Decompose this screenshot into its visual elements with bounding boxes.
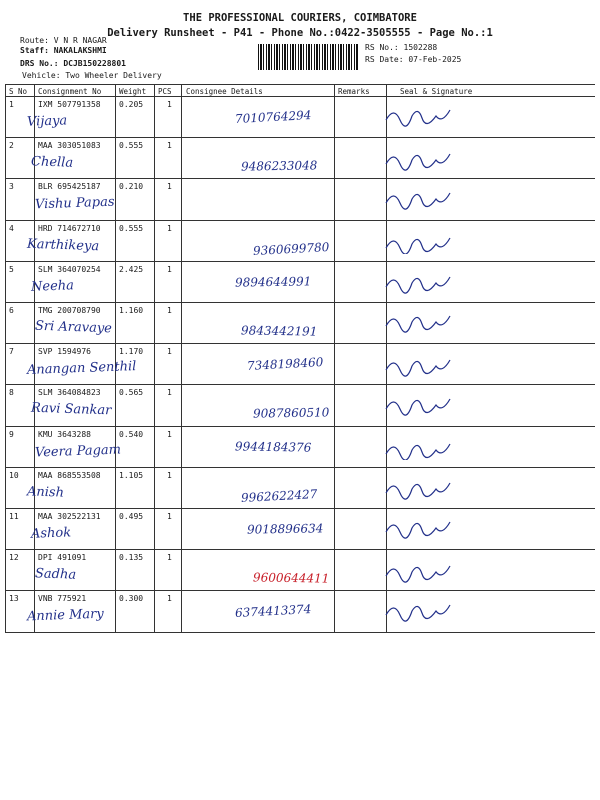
col-sno: S No [9,87,28,96]
row-weight: 0.540 [119,429,144,439]
route-label: Route: V N R NAGAR [20,36,107,45]
row-weight: 1.105 [119,470,144,480]
col-consignment: Consignment No [38,87,102,96]
phone-handwriting: 7010764294 [234,108,312,126]
consignee-handwriting: Ravi Sankar [30,400,112,419]
row-consignment-no: DPI 491091 [38,553,87,563]
col-weight: Weight [119,87,147,96]
row-weight: 0.210 [119,182,144,192]
consignee-handwriting: Vijaya [26,113,68,130]
row-pcs: 1 [167,182,172,192]
row-weight: 0.565 [119,388,144,398]
rs-date: RS Date: 07-Feb-2025 [365,55,462,64]
consignee-handwriting: Vishu Papas [34,195,115,213]
signature-scribble [383,434,453,460]
row-sno: 7 [9,347,14,357]
row-weight: 0.205 [119,100,144,109]
signature-scribble [383,310,453,336]
row-pcs: 1 [167,553,172,563]
col-pcs: PCS [158,87,172,96]
row-sno: 13 [9,594,19,604]
phone-handwriting: 9962622427 [240,486,318,505]
row-sno: 10 [9,470,19,480]
barcode [258,44,358,70]
table-row [5,137,595,178]
table-row [5,178,595,219]
row-pcs: 1 [167,470,172,480]
row-sno: 11 [9,512,19,521]
staff-label: Staff: NAKALAKSHMI [20,46,107,55]
row-pcs: 1 [167,223,172,233]
table-row [5,302,595,343]
row-weight: 0.555 [119,223,144,233]
table-row [5,549,595,590]
drs-label: DRS No.: DCJB150228801 [20,59,126,68]
consignee-handwriting: Anangan Senthil [26,359,137,379]
row-pcs: 1 [167,306,172,315]
consignee-handwriting: Neeha [30,278,75,295]
col-remarks: Remarks [338,87,370,96]
table-row [5,343,595,384]
row-pcs: 1 [167,594,172,604]
row-pcs: 1 [167,141,172,151]
row-consignment-no: SLM 364070254 [38,264,101,274]
row-weight: 1.170 [119,347,144,357]
consignee-handwriting: Sri Aravaye [34,318,113,337]
signature-scribble [383,104,453,130]
phone-handwriting: 9894644991 [234,274,312,290]
row-sno: 12 [9,553,19,563]
rs-number: RS No.: 1502288 [365,43,438,52]
consignee-handwriting: Sadha [34,566,77,583]
phone-handwriting: 7348198460 [246,355,324,374]
phone-handwriting: 9087860510 [252,405,330,422]
row-consignment-no: HRD 714672710 [38,223,101,233]
phone-handwriting: 9600644411 [252,570,330,586]
row-sno: 6 [9,306,14,315]
table-row [5,508,595,549]
row-weight: 1.160 [119,306,144,315]
row-sno: 5 [9,264,14,274]
row-weight: 2.425 [119,264,144,274]
consignee-handwriting: Anish [26,484,65,501]
col-signature: Seal & Signature [400,87,473,96]
row-pcs: 1 [167,512,172,521]
phone-handwriting: 6374413374 [234,602,312,621]
vehicle-label: Vehicle: Two Wheeler Delivery [22,71,162,80]
company-title: THE PROFESSIONAL COURIERS, COIMBATORE [183,12,417,24]
consignee-handwriting: Karthikeya [26,236,100,254]
signature-scribble [383,598,453,624]
signature-scribble [383,145,453,171]
signature-scribble [383,516,453,542]
table-row [5,590,595,631]
row-consignment-no: MAA 868553508 [38,470,101,480]
row-consignment-no: SLM 364084823 [38,388,101,398]
consignee-handwriting: Annie Mary [26,607,104,625]
table-row [5,467,595,508]
signature-scribble [383,228,453,254]
table-row [5,96,595,137]
row-weight: 0.135 [119,553,144,563]
signature-scribble [383,269,453,295]
signature-scribble [383,392,453,418]
runsheet-table [5,84,595,632]
consignee-handwriting: Chella [30,154,74,171]
phone-handwriting: 9360699780 [252,239,330,258]
table-row [5,261,595,302]
phone-handwriting: 9486233048 [240,158,318,174]
row-consignment-no: SVP 1594976 [38,347,91,357]
phone-handwriting: 9843442191 [240,323,318,339]
phone-handwriting: 9018896634 [246,521,324,537]
row-pcs: 1 [167,100,172,109]
phone-handwriting: 9944184376 [234,438,312,455]
row-pcs: 1 [167,264,172,274]
row-consignment-no: IXM 507791358 [38,100,101,109]
runsheet-title: Delivery Runsheet - P41 - Phone No.:0422-3505555 - Page No.:1 [107,27,493,39]
col-consignee: Consignee Details [186,87,263,96]
row-pcs: 1 [167,347,172,357]
signature-scribble [383,557,453,583]
row-weight: 0.555 [119,141,144,151]
signature-scribble [383,351,453,377]
row-consignment-no: VNB 775921 [38,594,87,604]
table-row [5,426,595,467]
row-sno: 4 [9,223,14,233]
row-sno: 1 [9,100,14,109]
row-consignment-no: BLR 695425187 [38,182,101,192]
signature-scribble [383,475,453,501]
consignee-handwriting: Veera Pagam [34,442,122,461]
table-row [5,384,595,425]
row-sno: 9 [9,429,14,439]
row-consignment-no: MAA 303051083 [38,141,101,151]
consignee-handwriting: Ashok [30,525,72,542]
table-row [5,220,595,261]
row-consignment-no: TMG 200708790 [38,306,101,315]
row-sno: 3 [9,182,14,192]
row-consignment-no: MAA 302522131 [38,512,101,521]
row-sno: 8 [9,388,14,398]
row-consignment-no: KMU 3643288 [38,429,91,439]
row-pcs: 1 [167,429,172,439]
row-sno: 2 [9,141,14,151]
row-pcs: 1 [167,388,172,398]
row-weight: 0.300 [119,594,144,604]
row-weight: 0.495 [119,512,144,521]
signature-scribble [383,186,453,212]
